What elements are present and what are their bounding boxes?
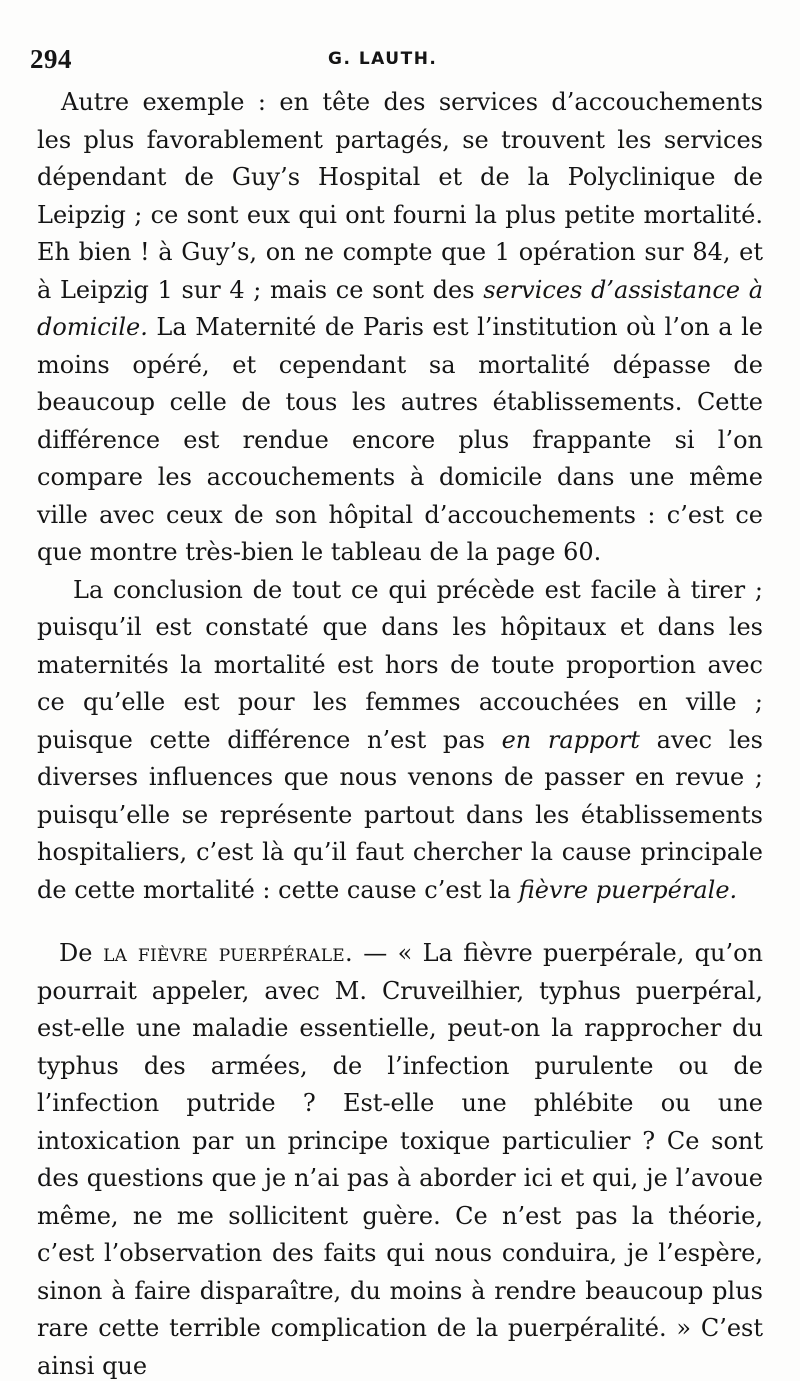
- paragraph-autre-exemple: [37, 84, 763, 572]
- paragraph-text: avec les diverses influences que nous venons de passer en revue ; puisqu’elle se représente partout dans les établissements hospitaliers, c’est là qu’il faut chercher la cause principale de cette mortalité : cette cause c’est la: [37, 725, 763, 904]
- section-heading: la fièvre puerpérale.: [92, 939, 353, 967]
- paragraph-conclusion: [37, 572, 763, 910]
- paragraph-fievre-puerperale: [37, 935, 763, 1381]
- italic-phrase: en rapport: [501, 725, 640, 754]
- paragraph-text: Autre exemple : en tête des services d’accouchements les plus favorablement partagés, se trouvent les services dépendant de Guy’s Hospital et de la Polyclinique de Leipzig ; ce sont eux qui ont fourni la plus petite mortalité. Eh bien ! à Guy’s, on ne compte que 1 opération sur 84, et à Leipzig 1 sur 4 ; mais ce sont des: [37, 88, 763, 304]
- paragraph-text: La Maternité de Paris est l’institution où l’on a le moins opéré, et cependant sa mortalité dépasse de beaucoup celle de tous les autres établissements. Cette différence est rendue encore plus frappante si l’on compare les accouchements à domicile dans une même ville avec ceux de son hôpital d’accouchements : c’est ce que montre très-bien le tableau de la page 60.: [37, 313, 763, 566]
- italic-phrase: services d’assistance à domicile.: [37, 275, 763, 341]
- running-head: G. LAUTH.: [328, 49, 438, 69]
- page-header: [30, 44, 770, 74]
- paragraph-text: — « La fièvre puerpérale, qu’on pourrait appeler, avec M. Cruveilhier, typhus puerpéral, est-elle une maladie essentielle, peut-on la rapprocher du typhus des armées, de l’infection purulente ou de l’infection putride ? Est-elle une phlébite ou une intoxication par un principe toxique particulier ? Ce sont des questions que je n’ai pas à aborder ici et qui, je l’avoue même, ne me sollicitent guère. Ce n’est pas la théorie, c’est l’observation des faits qui nous conduira, je l’espère, sinon à faire disparaître, du moins à rendre beaucoup plus rare cette terrible complication de la puerpéralité. » C’est ainsi que: [37, 939, 764, 1380]
- page-number: 294: [30, 44, 72, 74]
- paragraph-text: La conclusion de tout ce qui précède est facile à tirer ; puisqu’il est constaté que dans les hôpitaux et dans les maternités la mortalité est hors de toute proportion avec ce qu’elle est pour les femmes accouchées en ville ; puisque cette différence n’est pas: [37, 575, 763, 754]
- section-heading-initial: De: [59, 939, 93, 967]
- italic-phrase: fièvre puerpérale.: [518, 875, 738, 904]
- body-text: [37, 84, 763, 1381]
